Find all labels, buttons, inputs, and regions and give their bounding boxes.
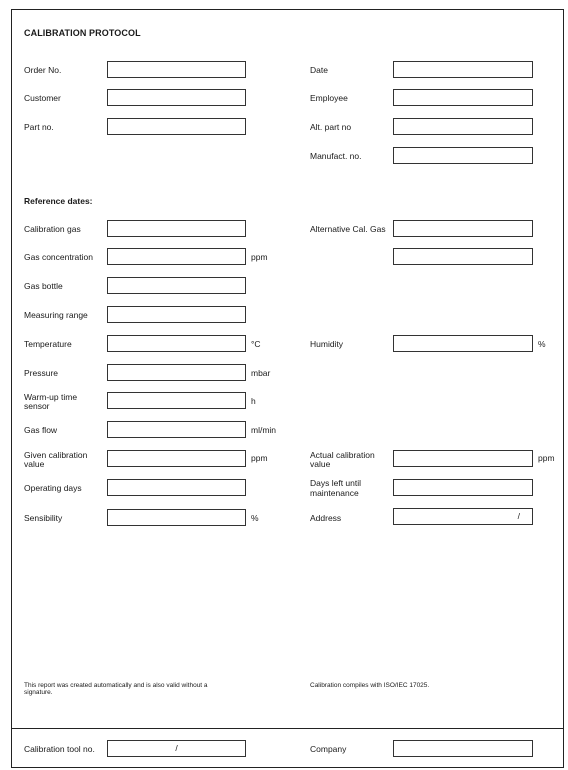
actual-cal-value-label-line2: value: [310, 459, 331, 469]
manufact-no-field[interactable]: [393, 147, 533, 164]
part-no-label: Part no.: [24, 122, 54, 132]
humidity-field[interactable]: [393, 335, 533, 352]
days-left-field[interactable]: [393, 479, 533, 496]
order-no-label: Order No.: [24, 65, 62, 75]
measuring-range-field[interactable]: [107, 306, 246, 323]
actual-cal-value-field[interactable]: [393, 450, 533, 467]
date-label: Date: [310, 65, 328, 75]
gas-bottle-label: Gas bottle: [24, 281, 63, 291]
date-field[interactable]: [393, 61, 533, 78]
gas-concentration-unit: ppm: [251, 252, 268, 262]
order-no-field[interactable]: [107, 61, 246, 78]
employee-field[interactable]: [393, 89, 533, 106]
alt-cal-gas-field[interactable]: [393, 220, 533, 237]
gas-concentration-field[interactable]: [107, 248, 246, 265]
warmup-time-unit: h: [251, 396, 256, 406]
gas-flow-field[interactable]: [107, 421, 246, 438]
alt-part-no-field[interactable]: [393, 118, 533, 135]
calibration-tool-no-label: Calibration tool no.: [24, 744, 95, 754]
calibration-tool-no-field[interactable]: /: [107, 740, 246, 757]
humidity-unit: %: [538, 339, 546, 349]
alt-cal-gas-label: Alternative Cal. Gas: [310, 224, 386, 234]
alt-part-no-label: Alt. part no: [310, 122, 352, 132]
actual-cal-value-unit: ppm: [538, 453, 555, 463]
validity-note-line1: This report was created automatically and is also valid without a: [24, 682, 208, 689]
footer-divider: [12, 728, 563, 729]
customer-label: Customer: [24, 93, 61, 103]
given-cal-value-label-line2: value: [24, 459, 45, 469]
sensibility-field[interactable]: [107, 509, 246, 526]
warmup-time-field[interactable]: [107, 392, 246, 409]
calibration-gas-field[interactable]: [107, 220, 246, 237]
humidity-label: Humidity: [310, 339, 344, 349]
temperature-label: Temperature: [24, 339, 72, 349]
warmup-time-label-line2: sensor: [24, 401, 50, 411]
reference-dates-heading: Reference dates:: [24, 196, 93, 206]
warmup-time-label-line1: Warm-up time: [24, 392, 78, 402]
alt-cal-gas-concentration-field[interactable]: [393, 248, 533, 265]
customer-field[interactable]: [107, 89, 246, 106]
address-label: Address: [310, 513, 342, 523]
measuring-range-label: Measuring range: [24, 310, 88, 320]
given-cal-value-field[interactable]: [107, 450, 246, 467]
pressure-unit: mbar: [251, 368, 271, 378]
iso-note: Calibration compiles with ISO/IEC 17025.: [310, 682, 430, 689]
company-label: Company: [310, 744, 347, 754]
manufact-no-label: Manufact. no.: [310, 151, 362, 161]
days-left-label-line2: maintenance: [310, 488, 359, 498]
pressure-label: Pressure: [24, 368, 59, 378]
validity-note-line2: signature.: [24, 689, 53, 696]
operating-days-label: Operating days: [24, 483, 82, 493]
given-cal-value-unit: ppm: [251, 453, 268, 463]
temperature-unit: °C: [251, 339, 261, 349]
document-title: CALIBRATION PROTOCOL: [24, 28, 141, 38]
calibration-gas-label: Calibration gas: [24, 224, 81, 234]
part-no-field[interactable]: [107, 118, 246, 135]
pressure-field[interactable]: [107, 364, 246, 381]
address-field[interactable]: /: [393, 508, 533, 525]
sensibility-unit: %: [251, 513, 259, 523]
days-left-label-line1: Days left until: [310, 478, 362, 488]
employee-label: Employee: [310, 93, 348, 103]
operating-days-field[interactable]: [107, 479, 246, 496]
gas-bottle-field[interactable]: [107, 277, 246, 294]
given-cal-value-label-line1: Given calibration: [24, 450, 88, 460]
actual-cal-value-label-line1: Actual calibration: [310, 450, 375, 460]
gas-flow-unit: ml/min: [251, 425, 277, 435]
company-field[interactable]: [393, 740, 533, 757]
gas-concentration-label: Gas concentration: [24, 252, 93, 262]
temperature-field[interactable]: [107, 335, 246, 352]
sensibility-label: Sensibility: [24, 513, 63, 523]
gas-flow-label: Gas flow: [24, 425, 58, 435]
